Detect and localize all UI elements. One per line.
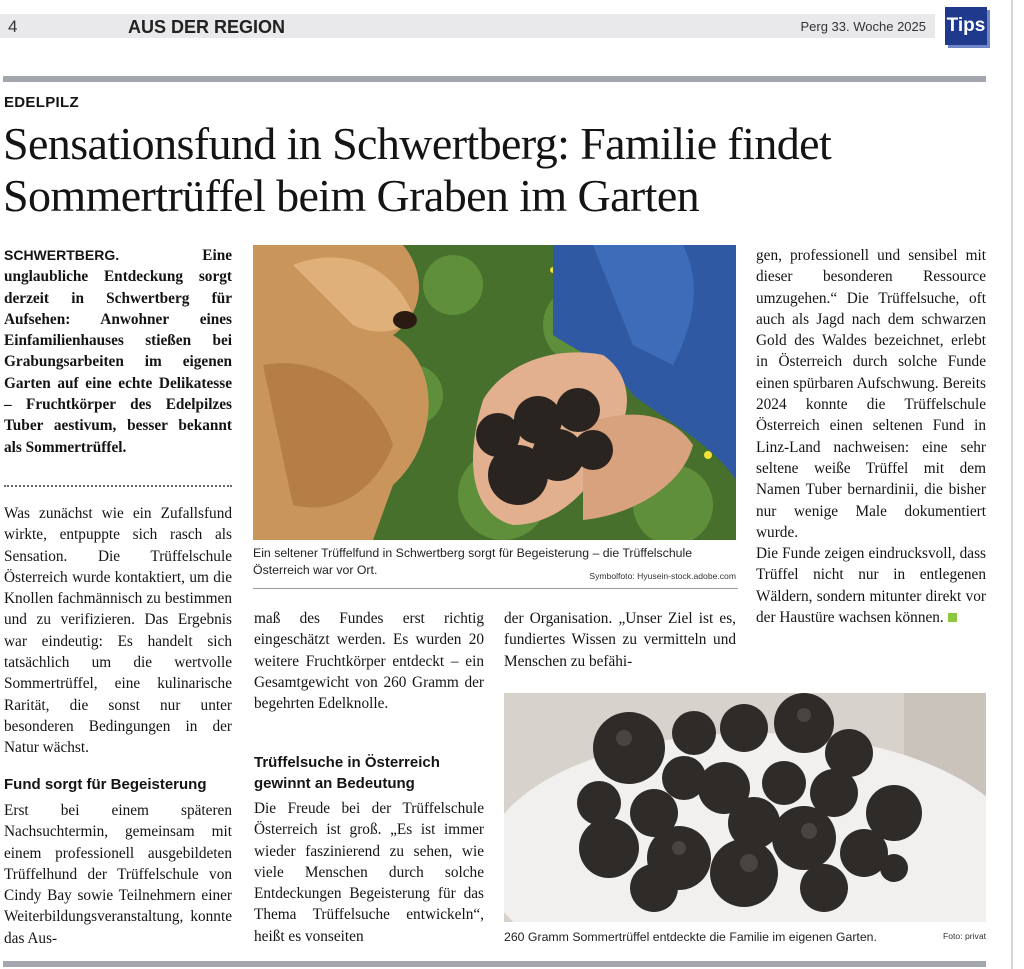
truffle-hands-photo <box>253 245 736 540</box>
body-paragraph-3b: der Organisation. „Unser Ziel ist es, fundiertes Wissen zu vermitteln und Menschen zu befähi- <box>504 610 736 670</box>
headline: Sensationsfund in Schwertberg: Familie findet Sommertrüffel beim Graben im Garten <box>3 118 832 221</box>
column-1-continued <box>4 800 232 949</box>
column-1-body <box>4 503 232 759</box>
photo-2-caption: 260 Gramm Sommertrüffel entdeckte die Familie im eigenen Garten. <box>504 930 877 944</box>
page-number: 4 <box>8 17 18 36</box>
dotted-divider <box>4 485 232 487</box>
kicker: EDELPILZ <box>4 94 79 111</box>
body-paragraph-3c: gen, professionell und sensibel mit dieser besonderen Ressource umzugehen.“ Die Trüffelsuche, oft auch als Jagd nach dem schwarzen Gold des Waldes bezeichnet, erlebt in Österreich durch solche Funde einen spürbaren Aufschwung. Bereits 2024 konnte die Trüffelschule Österreich einen seltenen Fund in Linz-Land nachweisen: eine sehr seltene weiße Trüffel mit dem Namen Tuber bernardinii, die bisher nur wenige Male dokumentiert wurde. <box>756 247 986 541</box>
lead-text: Eine unglaubliche Entdeckung sorgt derzeit in Schwertberg für Aufsehen: Anwohner eines Einfamilienhauses stießen bei Grabungsarbeiten im eigenen Garten auf eine echte Delikatesse – Fruchtkörper des Edelpilzes Tuber aestivum, besser bekannt als Sommertrüffel. <box>4 247 232 456</box>
page-edge <box>1011 0 1013 969</box>
lead-paragraph <box>4 245 232 458</box>
tips-logo: Tips <box>945 7 987 45</box>
body-paragraph-3a: Die Freude bei der Trüffelschule Österreich ist groß. „Es ist immer wieder faszinierend zu sehen, wie viele Menschen durch solche Entdeckungen Begeisterung für das Thema Trüffelsuche entwickeln“, heißt es vonseiten <box>254 800 484 945</box>
column-2-continued <box>254 798 484 947</box>
body-paragraph-2a: Erst bei einem späteren Nachsuchtermin, gemeinsam mit einem professionell ausgebildeten Trüffelhund der Trüffelschule von Cindy Bay sowie Teilnehmern einer Weiterbildungsveranstaltung, konnte das Aus- <box>4 802 232 947</box>
column-1-lead <box>4 245 232 458</box>
subhead-begeisterung: Fund sorgt für Begeisterung <box>4 776 207 793</box>
bottom-rule <box>3 961 986 967</box>
column-2-body <box>254 608 484 714</box>
caption-divider <box>253 588 738 589</box>
subhead-trueffelsuche: Trüffelsuche in Österreich gewinnt an Bedeutung <box>254 754 440 792</box>
photo-1-credit: Symbolfoto: Hyusein-stock.adobe.com <box>589 571 736 581</box>
truffle-plate-illustration <box>504 693 986 922</box>
photo-1-caption: Ein seltener Trüffelfund in Schwertberg sorgt für Begeisterung – die Trüffelschule Österreich war vor Ort. <box>253 546 693 577</box>
body-paragraph-4 <box>756 543 986 628</box>
photo-2-credit: Foto: privat <box>943 931 986 941</box>
truffle-plate-photo <box>504 693 986 922</box>
closing-text: Die Funde zeigen eindrucksvoll, dass Trüffel nicht nur in entlegenen Wäldern, sondern mitunter direkt vor der Haustüre wachsen können. <box>756 545 986 627</box>
truffle-hands-illustration <box>253 245 736 540</box>
column-3-body <box>504 608 736 672</box>
dateline: SCHWERTBERG. <box>4 247 120 263</box>
top-rule <box>3 76 986 82</box>
page-header <box>0 0 1024 50</box>
end-mark-icon <box>948 613 957 622</box>
body-paragraph-2b: maß des Fundes erst richtig eingeschätzt werden. Es wurden 20 weitere Fruchtkörper entdeckt – ein Gesamtgewicht von 260 Gramm der begehrten Edelknolle. <box>254 610 484 713</box>
body-paragraph-1: Was zunächst wie ein Zufallsfund wirkte, entpuppte sich rasch als Sensation. Die Trüffelschule Österreich wurde kontaktiert, um die Knollen fachmännisch zu bestimmen und zu verifizieren. Das Ergebnis war eindeutig: Es handelt sich tatsächlich um die wertvolle Sommertrüffel, eine kulinarische Rarität, die sonst nur unter besonderen Bedingungen in der Natur wächst. <box>4 505 232 757</box>
section-title: AUS DER REGION <box>128 17 286 37</box>
column-4-body <box>756 245 986 628</box>
edition-info: Perg 33. Woche 2025 <box>800 19 926 34</box>
